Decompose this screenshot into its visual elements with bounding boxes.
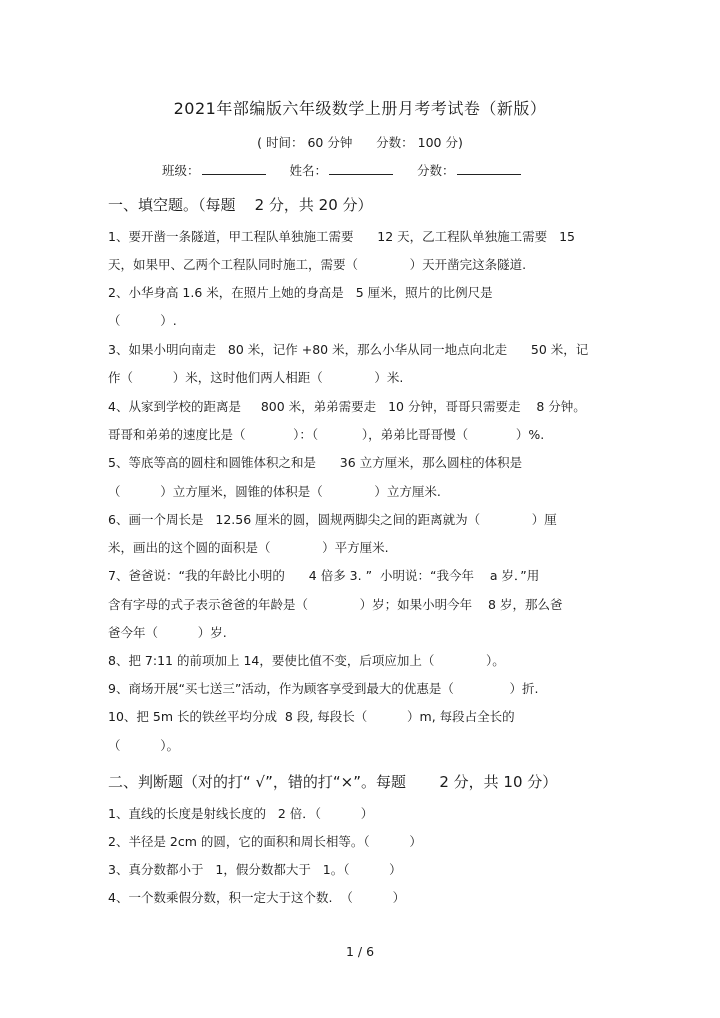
student-info-row [162,161,545,179]
s1-line: 天，如果甲、乙两个工程队同时施工，需要（ ）天开凿完这条隧道. [108,257,527,272]
s1-line: 5、等底等高的圆柱和圆锥体积之和是 36 立方厘米，那么圆柱的体积是 [108,455,523,470]
s1-line: 米，画出的这个圆的面积是（ ）平方厘米. [108,540,389,555]
name-label: 姓名： [289,163,328,178]
s1-line: 3、如果小明向南走 80 米，记作 +80 米，那么小华从同一地点向北走 50 米，记 [108,342,589,357]
s1-line: 9、商场开展“买七送三”活动，作为顾客享受到最大的优惠是（ ）折. [108,681,539,696]
s2-line: 1、直线的长度是射线长度的 2 倍．（ ） [108,806,374,821]
s1-line: 爸今年（ ）岁. [108,625,227,640]
s2-line: 3、真分数都小于 1，假分数都大于 1。（ ） [108,862,402,877]
s1-line: 7、爸爸说：“我的年龄比小明的 4 倍多 3. ” 小明说：“我今年 a 岁．”用 [108,568,540,583]
s1-line: （ ）。 [108,738,179,753]
s1-line: 作（ ）米，这时他们两人相距（ ）米. [108,370,404,385]
class-label: 班级： [162,163,200,178]
s1-line: 1、要开凿一条隧道，甲工程队单独施工需要 12 天，乙工程队单独施工需要 15 [108,229,575,244]
section1-heading: 一、填空题。（每题 2 分，共 20 分） [108,196,373,214]
s1-line: 哥哥和弟弟的速度比是（ ）：（ ），弟弟比哥哥慢（ ）%. [108,427,545,442]
s1-line: 10、把 5m 长的铁丝平均分成 8 段, 每段长（ ）m, 每段占全长的 [108,709,515,724]
score-blank [457,162,521,175]
exam-subtitle: ( 时间： 60 分钟 分数： 100 分) [257,135,463,150]
s1-line: 2、小华身高 1.6 米，在照片上她的身高是 5 厘米，照片的比例尺是 [108,285,493,300]
s1-line: 8、把 7:11 的前项加上 14，要使比值不变，后项应加上（ ）。 [108,653,505,668]
s1-line: 4、从家到学校的距离是 800 米，弟弟需要走 10 分钟，哥哥只需要走 8 分钟。 [108,399,586,414]
s1-line: 含有字母的式子表示爸爸的年龄是（ ）岁；如果小明今年 8 岁，那么爸 [108,597,563,612]
s2-line: 4、一个数乘假分数，积一定大于这个数. （ ） [108,890,406,905]
section2-heading: 二、判断题（对的打“ √”，错的打“×”。每题 2 分，共 10 分） [108,773,558,791]
s1-line: （ ）立方厘米，圆锥的体积是（ ）立方厘米. [108,484,441,499]
page-number: 1 / 6 [345,944,375,959]
class-blank [202,162,266,175]
exam-title: 2021年部编版六年级数学上册月考考试卷（新版） [173,99,547,118]
score-label: 分数： [417,163,455,178]
name-blank [329,162,393,175]
s1-line: 6、画一个周长是 12.56 厘米的圆，圆规两脚尖之间的距离就为（ ）厘 [108,512,557,527]
s2-line: 2、半径是 2cm 的圆，它的面积和周长相等。（ ） [108,834,422,849]
s1-line: （ ）. [108,313,177,328]
